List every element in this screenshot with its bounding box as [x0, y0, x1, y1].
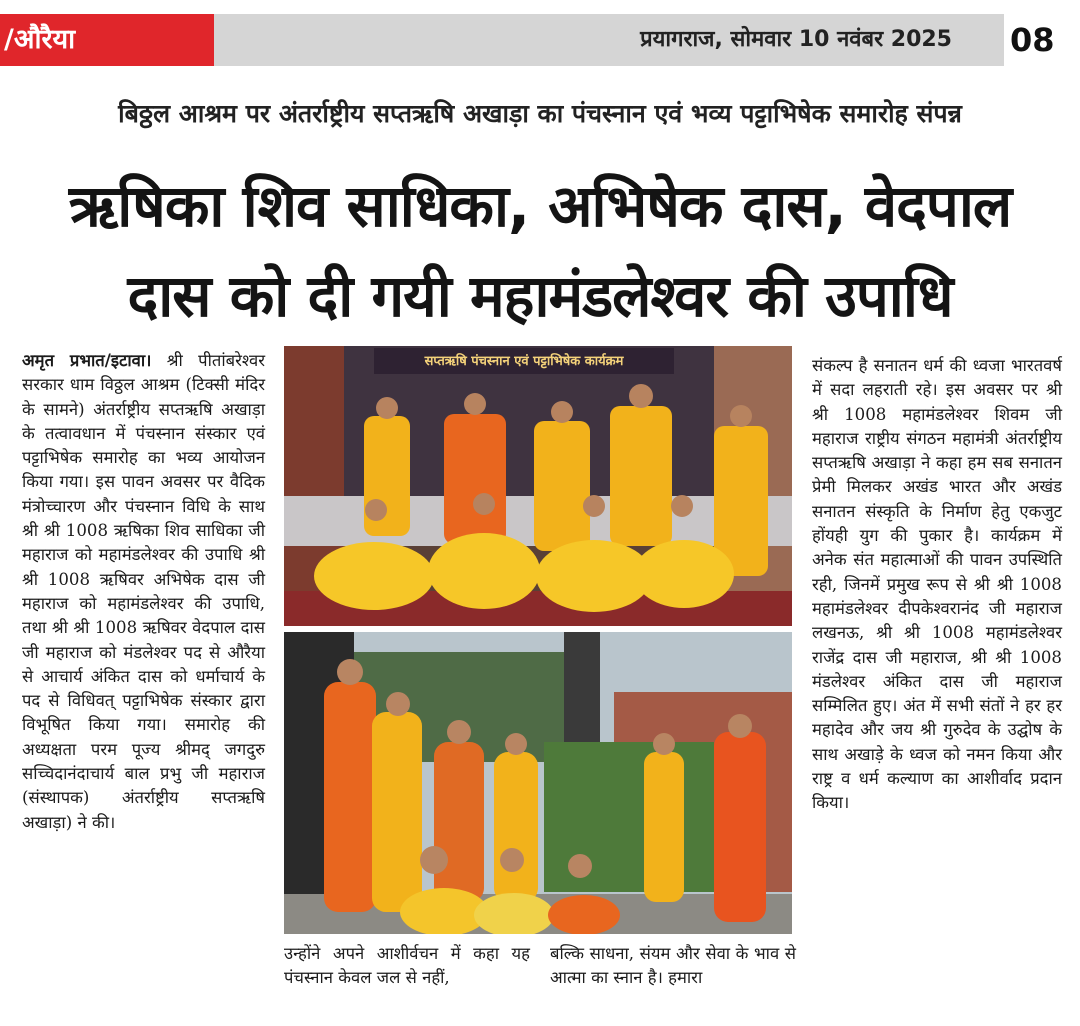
- section-tag: /औरैया: [0, 14, 214, 66]
- dateline-bar: [214, 14, 1004, 66]
- column-2a-text: उन्होंने अपने आशीर्वचन में कहा यह पंचस्नान केवल जल से नहीं,: [284, 944, 530, 988]
- column-1-text: श्री पीतांबरेश्वर सरकार धाम विठ्ठल आश्रम (टिक्सी मंदिर के सामने) अंतर्राष्ट्रीय सप्तऋषि अखाड़ा के तत्वावधान में पंचस्नान संस्कार एवं पट्टाभिषेक समारोह का भव्य आयोजन किया गया। इस पावन अवसर पर वैदिक मंत्रोच्चारण और पंचस्नान विधि के साथ श्री श्री 1008 ऋषिका शिव साधिका जी महाराज को महामंडलेश्वर की उपाधि श्री श्री 1008 ऋषिवर अभिषेक दास जी महाराज को महामंडलेश्वर की उपाधि, तथा श्री श्री 1008 ऋषिवर वेदपाल दास जी महाराज को मंडलेश्वर पद से औरैया से आचार्य अंकित दास को धर्माचार्य के पद से विधिवत् पट्टाभिषेक संस्कार द्वारा विभूषित किया गया। समारोह की अध्यक्षता परम पूज्य श्रीमद् जगदुरु सच्चिदानंदाचार्य बाल प्रभु जी महाराज (संस्थापक) अंतर्राष्ट्रीय सप्तऋषि अखाड़ा) ने की।: [22, 351, 265, 832]
- byline: अमृत प्रभात/इटावा।: [22, 350, 152, 370]
- column-2b-text: बल्कि साधना, संयम और सेवा के भाव से आत्मा का स्नान है। हमारा: [550, 944, 796, 988]
- ceremony-stage-photo: [284, 346, 792, 626]
- page-number: 08: [1010, 21, 1055, 59]
- masthead-bar: [0, 14, 1080, 66]
- article-column-3: [812, 354, 1062, 816]
- article-column-2b: [550, 942, 796, 991]
- article-column-2a: [284, 942, 530, 991]
- column-3-text: संकल्प है सनातन धर्म की ध्वजा भारतवर्ष में सदा लहराती रहे। इस अवसर पर श्री श्री 1008 महामंडलेश्वर शिवम जी महाराज राष्ट्रीय संगठन महामंत्री अंतर्राष्ट्रीय सप्तऋषि अखाड़ा ने कहा हम सब सनातन प्रेमी मिलकर अखंड भारत और अखंड सनातन संस्कृति के निर्माण हेतु एकजुट होंयही युग की पुकार है। कार्यक्रम में अनेक संत महात्माओं की पावन उपस्थिति रही, जिनमें प्रमुख रूप से श्री श्री 1008 महामंडलेश्वर दीपकेश्वरानंद जी महाराज लखनऊ, श्री श्री 1008 महामंडलेश्वर राजेंद्र दास जी महाराज, श्री श्री 1008 मंडलेश्वर अंकित दास जी महाराज सम्मिलित हुए। अंत में सभी संतों ने हर हर महादेव और जय श्री गुरुदेव के उद्घोष के साथ अखाड़े के ध्वज को नमन किया और राष्ट्र व धर्म कल्याण का आशीर्वाद प्रदान किया।: [812, 356, 1062, 813]
- headline-line-2: दास को दी गयी महामंडलेश्वर की उपाधि: [127, 262, 953, 330]
- stage-banner-text: सप्तऋषि पंचस्नान एवं पट्टाभिषेक कार्यक्रम: [424, 354, 624, 369]
- article-column-1: [22, 348, 265, 835]
- article-kicker: बिठ्ठल आश्रम पर अंतर्राष्ट्रीय सप्तऋषि अखाड़ा का पंचस्नान एवं भव्य पट्टाभिषेक समारोह संपन्न: [118, 99, 962, 128]
- headline-line-1: ऋषिका शिव साधिका, अभिषेक दास, वेदपाल: [68, 172, 1012, 240]
- dateline: प्रयागराज, सोमवार 10 नवंबर 2025: [640, 27, 952, 52]
- panchsnan-ritual-photo: [284, 632, 792, 934]
